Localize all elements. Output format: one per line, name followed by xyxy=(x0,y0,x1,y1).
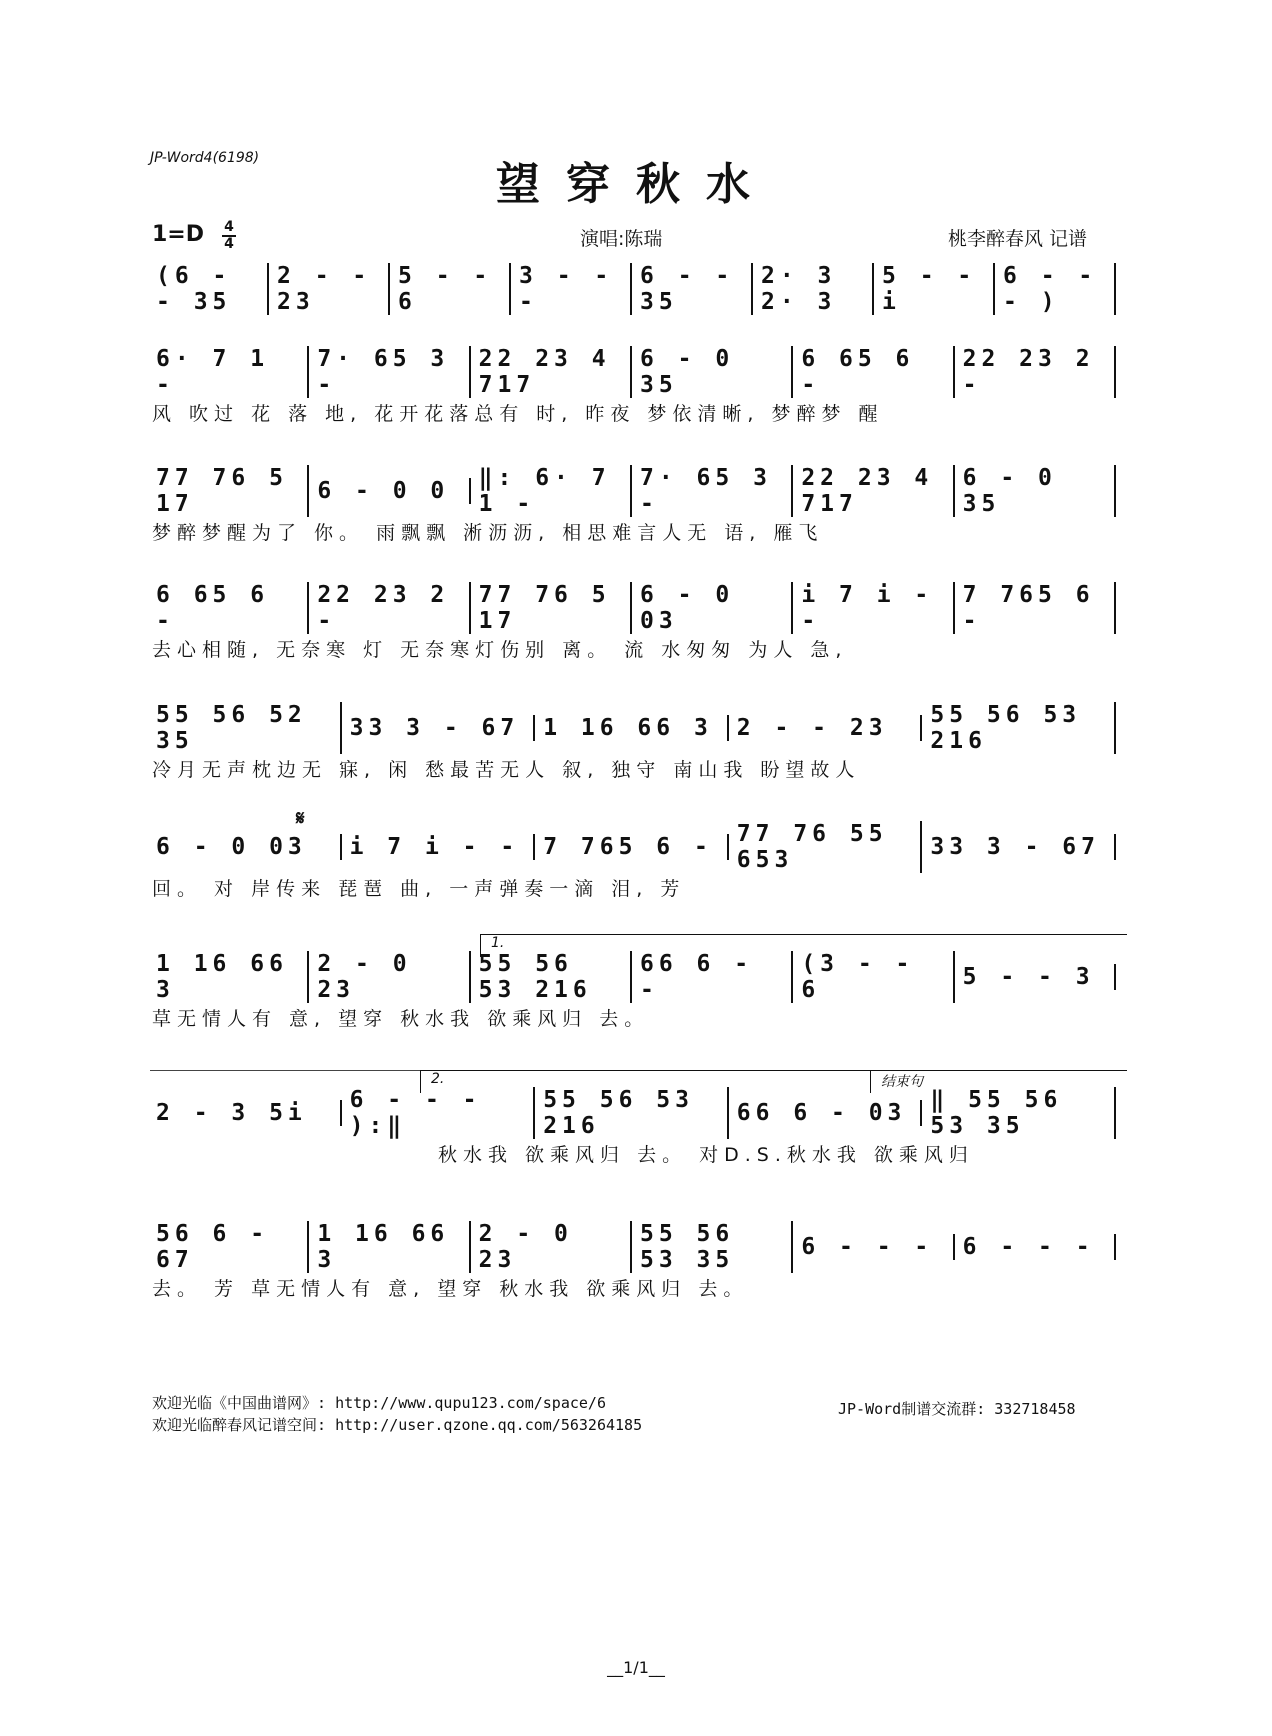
measure: i 7 i - - xyxy=(342,834,536,860)
measure: 2 - - 23 xyxy=(269,263,390,315)
measure: i 7 i - - xyxy=(793,582,954,634)
measure: 6 - - - xyxy=(793,1234,954,1260)
score-system xyxy=(148,465,1116,544)
score-system xyxy=(148,346,1116,425)
score-system xyxy=(148,951,1116,1030)
measure: 3 - - - xyxy=(511,263,632,315)
measure: 22 23 2 - xyxy=(955,346,1116,398)
measure: 22 23 4 717 xyxy=(471,346,632,398)
volta-first-ending: 1. xyxy=(480,934,1127,957)
measure: 6 - 0 0 xyxy=(309,478,470,504)
measure: 6 - 0 35 xyxy=(632,346,793,398)
measure: 2· 3 2· 3 xyxy=(753,263,874,315)
song-title: 望穿秋水 xyxy=(496,159,776,210)
measure: 2 - 3 5i xyxy=(148,1100,342,1126)
measure: 55 56 53 216 xyxy=(471,951,632,1003)
page-number: __1/1__ xyxy=(607,1658,665,1677)
measure: 56 6 - 67 xyxy=(148,1221,309,1273)
lyrics-line: 回。 对 岸传来 琵琶 曲, 一声弹奏一滴 泪, 芳 xyxy=(152,878,686,900)
measure: (6 - - 35 xyxy=(148,263,269,315)
score-system xyxy=(148,263,1116,315)
system-rule xyxy=(150,1070,420,1071)
software-label: JP-Word4(6198) xyxy=(150,150,260,166)
measure: 77 76 55 653 xyxy=(729,821,923,873)
lyrics-line: 秋水我 欲乘风归 去。 对D.S.秋水我 欲乘风归 xyxy=(438,1144,974,1166)
footer-link-line-1: 欢迎光临《中国曲谱网》: http://www.qupu123.com/space/6 xyxy=(152,1394,606,1412)
measure: 5 - - 6 xyxy=(390,263,511,315)
time-top: 4 xyxy=(224,219,234,235)
measure: 6 - - - ) xyxy=(995,263,1116,315)
measure: ‖ 55 56 53 35 xyxy=(922,1087,1116,1139)
key-signature: 1=D xyxy=(152,222,205,247)
measure: 55 56 53 35 xyxy=(632,1221,793,1273)
score-system xyxy=(148,1087,1116,1166)
measure: 7 765 6 - xyxy=(535,834,729,860)
measure: 22 23 2 - xyxy=(309,582,470,634)
lyrics-line: 去心相随, 无奈寒 灯 无奈寒灯伤别 离。 流 水匆匆 为人 急, xyxy=(152,639,848,661)
measure: 5 - - i xyxy=(874,263,995,315)
lyrics-line: 去。 芳 草无情人有 意, 望穿 秋水我 欲乘风归 去。 xyxy=(152,1278,749,1300)
singer-credit: 演唱:陈瑞 xyxy=(580,228,663,250)
measure: 33 3 - 67 xyxy=(922,834,1116,860)
measure: 55 56 52 35 xyxy=(148,702,342,754)
measure: 6 - - - ):‖ xyxy=(342,1087,536,1139)
measure: 1 16 66 3 xyxy=(309,1221,470,1273)
lyrics-line: 冷月无声枕边无 寐, 闲 愁最苦无人 叙, 独守 南山我 盼望故人 xyxy=(152,759,861,781)
measure: 2 - 0 23 xyxy=(309,951,470,1003)
measure: 66 6 - 03 xyxy=(729,1100,923,1126)
measure: 77 76 5 17 xyxy=(148,465,309,517)
transcriber-credit: 桃李醉春风 记谱 xyxy=(948,228,1088,250)
score-system xyxy=(148,1221,1116,1300)
measure: 6 - - - xyxy=(955,1234,1116,1260)
measure: ‖: 6· 7 1 - xyxy=(471,465,632,517)
measure: 7· 65 3 - xyxy=(632,465,793,517)
lyrics-line: 风 吹过 花 落 地, 花开花落总有 时, 昨夜 梦依清晰, 梦醉梦 醒 xyxy=(152,403,884,425)
measure: (3 - - 6 xyxy=(793,951,954,1003)
measure: 2 - - 23 xyxy=(729,715,923,741)
measure: 6· 7 1 - xyxy=(148,346,309,398)
score-system xyxy=(148,821,1116,900)
ending-section-label: 结束句 xyxy=(870,1070,1127,1093)
measure: 77 76 5 17 xyxy=(471,582,632,634)
lyrics-line: 梦醉梦醒为了 你。 雨飘飘 淅沥沥, 相思难言人无 语, 雁飞 xyxy=(152,522,824,544)
measure: 22 23 4 717 xyxy=(793,465,954,517)
time-bottom: 4 xyxy=(224,236,234,252)
measure: 5 - - 3 xyxy=(955,964,1116,990)
score-system xyxy=(148,702,1116,781)
measure: 6 - 0 03 xyxy=(632,582,793,634)
time-signature xyxy=(222,220,236,252)
measure: 2 - 0 23 xyxy=(471,1221,632,1273)
measure: 33 3 - 67 xyxy=(342,715,536,741)
measure: 1 16 66 3 xyxy=(535,715,729,741)
score-system xyxy=(148,582,1116,661)
measure: 55 56 53 216 xyxy=(922,702,1116,754)
segno-sign: 𝄋 xyxy=(296,806,305,830)
measure: 7 765 6 - xyxy=(955,582,1116,634)
measure: 66 6 - - xyxy=(632,951,793,1003)
measure: 6 - - 35 xyxy=(632,263,753,315)
measure: 6 - 0 03 xyxy=(148,834,342,860)
footer-group-info: JP-Word制谱交流群: 332718458 xyxy=(838,1400,1076,1418)
measure: 55 56 53 216 xyxy=(535,1087,729,1139)
footer-link-line-2: 欢迎光临醉春风记谱空间: http://user.qzone.qq.com/563264185 xyxy=(152,1416,643,1434)
measure: 6 65 6 - xyxy=(793,346,954,398)
measure: 7· 65 3 - xyxy=(309,346,470,398)
measure: 1 16 66 3 xyxy=(148,951,309,1003)
volta-second-ending: 2. xyxy=(420,1070,881,1093)
measure: 6 - 0 35 xyxy=(955,465,1116,517)
lyrics-line: 草无情人有 意, 望穿 秋水我 欲乘风归 去。 xyxy=(152,1008,650,1030)
measure: 6 65 6 - xyxy=(148,582,309,634)
